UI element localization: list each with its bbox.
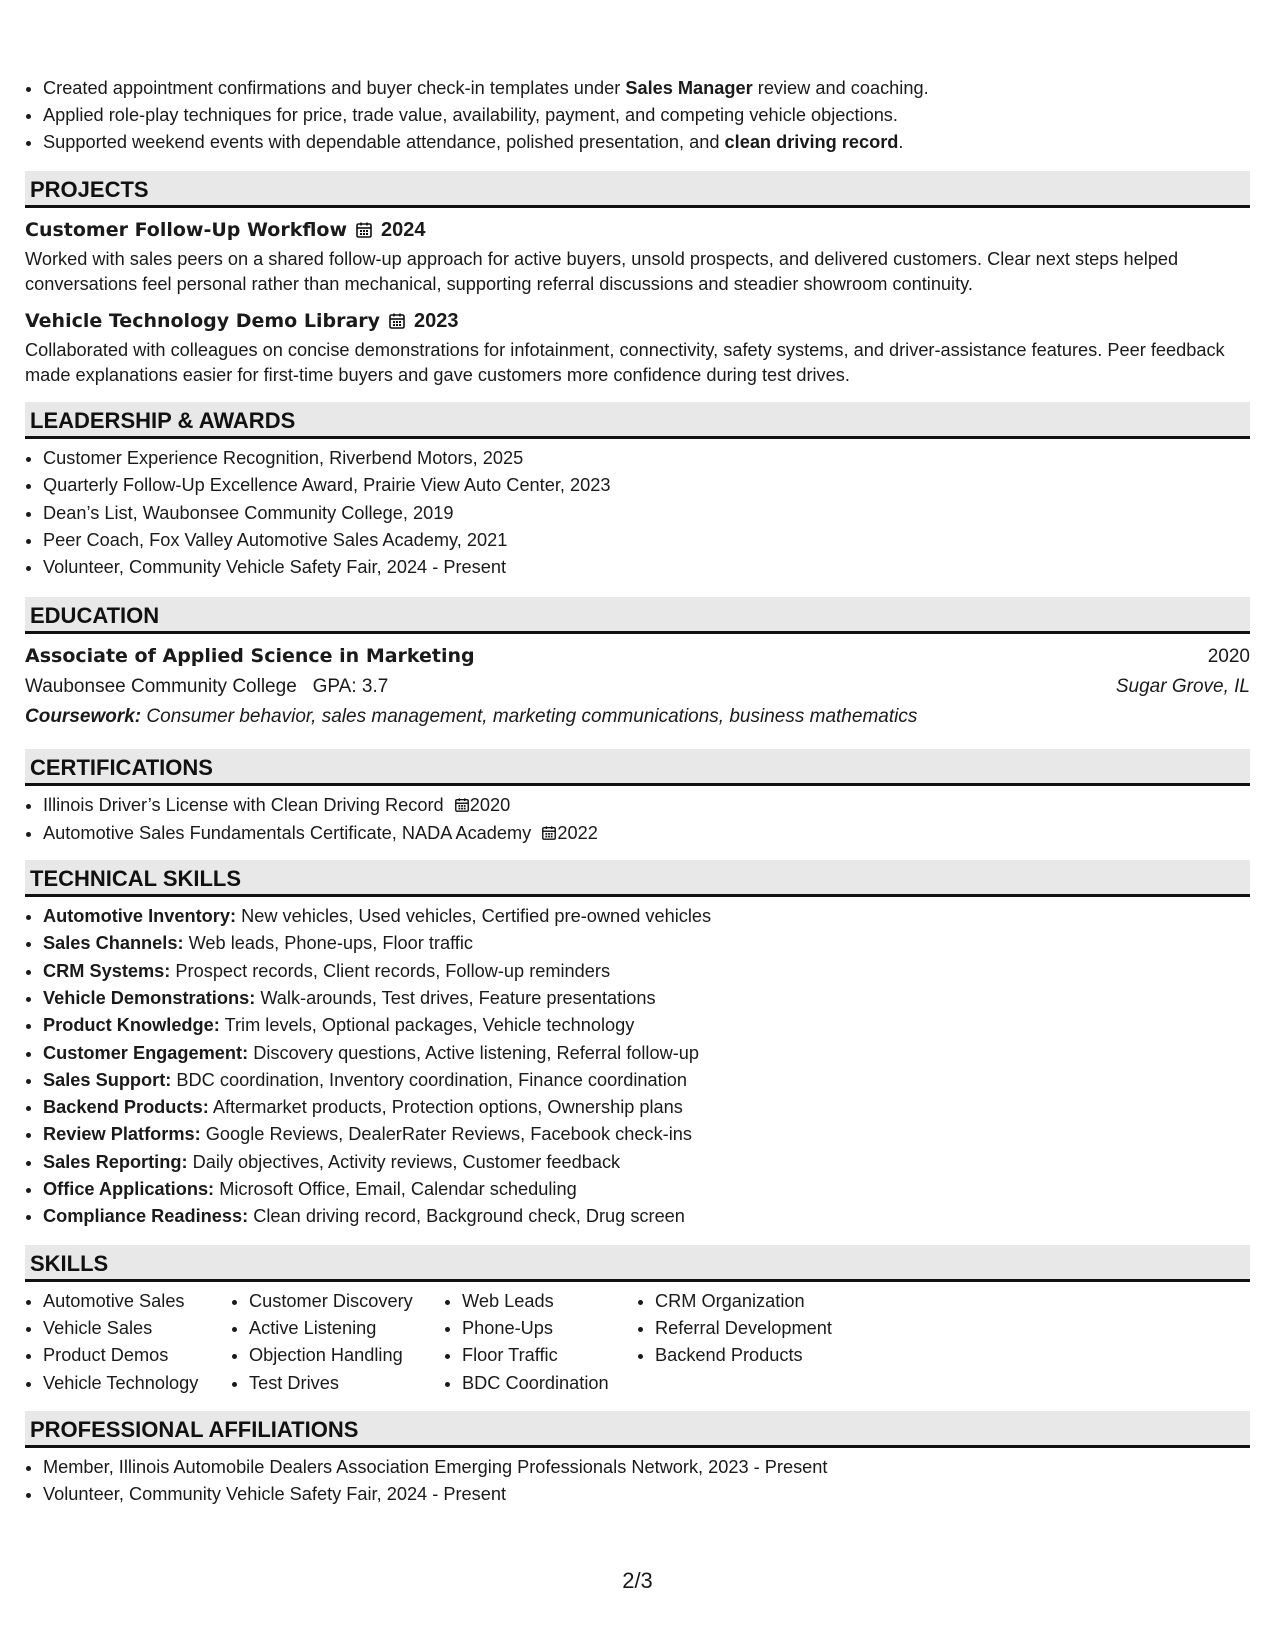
list-item: • Vehicle Sales xyxy=(43,1315,231,1342)
list-item: • Backend Products: Aftermarket products, Protection options, Ownership plans xyxy=(43,1094,1250,1121)
calendar-icon xyxy=(355,221,373,239)
list-item: • Referral Development xyxy=(655,1315,885,1342)
list-item: • Volunteer, Community Vehicle Safety Fair, 2024 - Present xyxy=(43,554,1250,581)
project-year: 2023 xyxy=(414,309,459,332)
project-year: 2024 xyxy=(381,218,426,241)
gpa: GPA: 3.7 xyxy=(312,676,389,698)
list-item: • Applied role-play techniques for price, trade value, availability, payment, and competing vehicle objections. xyxy=(43,102,1250,129)
affiliations-list xyxy=(25,1454,1250,1509)
technical-skills-list xyxy=(25,903,1250,1231)
section-heading-affiliations: PROFESSIONAL AFFILIATIONS xyxy=(25,1411,1250,1448)
list-item: • Phone-Ups xyxy=(462,1315,637,1342)
experience-bullets xyxy=(25,75,1250,156)
list-item: • Product Demos xyxy=(43,1342,231,1369)
list-item: • Customer Experience Recognition, Riverbend Motors, 2025 xyxy=(43,445,1250,472)
leadership-list xyxy=(25,445,1250,581)
list-item: • Created appointment confirmations and buyer check-in templates under Sales Manager review and coaching. xyxy=(43,75,1250,102)
list-item: • Member, Illinois Automobile Dealers Association Emerging Professionals Network, 2023 - Present xyxy=(43,1454,1250,1481)
page-number: 2/3 xyxy=(622,1568,653,1593)
graduation-year: 2020 xyxy=(1207,646,1250,668)
project-title: Customer Follow-Up Workflow xyxy=(25,219,348,241)
skills-column xyxy=(444,1288,637,1397)
list-item: • Automotive Inventory: New vehicles, Used vehicles, Certified pre-owned vehicles xyxy=(43,903,1250,930)
list-item: • CRM Organization xyxy=(655,1288,885,1315)
section-heading-education: EDUCATION xyxy=(25,597,1250,634)
list-item: • Backend Products xyxy=(655,1342,885,1369)
project-entry xyxy=(25,217,1250,297)
list-item: • Supported weekend events with dependable attendance, polished presentation, and clean driving record. xyxy=(43,129,1250,156)
list-item: • Peer Coach, Fox Valley Automotive Sales Academy, 2021 xyxy=(43,527,1250,554)
skills-column xyxy=(25,1288,231,1397)
section-heading-technical-skills: TECHNICAL SKILLS xyxy=(25,860,1250,897)
list-item: • Quarterly Follow-Up Excellence Award, Prairie View Auto Center, 2023 xyxy=(43,472,1250,499)
section-heading-leadership: LEADERSHIP & AWARDS xyxy=(25,402,1250,439)
calendar-icon xyxy=(541,825,557,841)
project-description: Collaborated with colleagues on concise demonstrations for infotainment, connectivity, safety systems, and driver-assistance features. Peer feedback made explanations easier for first-time buyers and gave customers more confidence during test drives. xyxy=(25,340,1225,385)
list-item: • Active Listening xyxy=(249,1315,444,1342)
calendar-icon xyxy=(388,312,406,330)
list-item: • Volunteer, Community Vehicle Safety Fair, 2024 - Present xyxy=(43,1481,1250,1508)
project-description: Worked with sales peers on a shared follow-up approach for active buyers, unsold prospects, and delivered customers. Clear next steps helped conversations feel personal rather than mechanical, supporting referral discussions and steadier showroom continuity. xyxy=(25,249,1179,294)
list-item: • Vehicle Technology xyxy=(43,1370,231,1397)
list-item: • Automotive Sales Fundamentals Certificate, NADA Academy 2022 xyxy=(43,820,1250,847)
list-item: • Compliance Readiness: Clean driving record, Background check, Drug screen xyxy=(43,1203,1250,1230)
project-entry xyxy=(25,308,1250,388)
list-item: • BDC Coordination xyxy=(462,1370,637,1397)
list-item: • Automotive Sales xyxy=(43,1288,231,1315)
project-title: Vehicle Technology Demo Library xyxy=(25,310,381,332)
list-item: • Product Knowledge: Trim levels, Optional packages, Vehicle technology xyxy=(43,1012,1250,1039)
calendar-icon xyxy=(454,797,470,813)
list-item: • Floor Traffic xyxy=(462,1342,637,1369)
skills-column xyxy=(637,1288,885,1397)
coursework: Coursework: Consumer behavior, sales management, marketing communications, business mathematics xyxy=(25,706,918,728)
list-item: • CRM Systems: Prospect records, Client records, Follow-up reminders xyxy=(43,958,1250,985)
list-item: • Sales Support: BDC coordination, Inventory coordination, Finance coordination xyxy=(43,1067,1250,1094)
list-item: • Office Applications: Microsoft Office, Email, Calendar scheduling xyxy=(43,1176,1250,1203)
list-item: • Dean’s List, Waubonsee Community College, 2019 xyxy=(43,500,1250,527)
list-item: • Web Leads xyxy=(462,1288,637,1315)
list-item: • Customer Engagement: Discovery questions, Active listening, Referral follow-up xyxy=(43,1040,1250,1067)
section-heading-certifications: CERTIFICATIONS xyxy=(25,749,1250,786)
school-location: Sugar Grove, IL xyxy=(1115,676,1250,698)
school-name: Waubonsee Community College xyxy=(25,676,297,698)
skills-column xyxy=(231,1288,444,1397)
list-item: • Test Drives xyxy=(249,1370,444,1397)
list-item: • Illinois Driver’s License with Clean Driving Record 2020 xyxy=(43,792,1250,819)
list-item: • Review Platforms: Google Reviews, DealerRater Reviews, Facebook check-ins xyxy=(43,1121,1250,1148)
resume-page xyxy=(25,75,1250,1508)
list-item: • Sales Channels: Web leads, Phone-ups, Floor traffic xyxy=(43,930,1250,957)
list-item: • Customer Discovery xyxy=(249,1288,444,1315)
degree: Associate of Applied Science in Marketing xyxy=(25,645,475,668)
list-item: • Vehicle Demonstrations: Walk-arounds, Test drives, Feature presentations xyxy=(43,985,1250,1012)
education-entry xyxy=(25,642,1250,732)
certifications-list xyxy=(25,792,1250,847)
skills-grid xyxy=(25,1288,1250,1397)
list-item: • Sales Reporting: Daily objectives, Activity reviews, Customer feedback xyxy=(43,1149,1250,1176)
section-heading-skills: SKILLS xyxy=(25,1245,1250,1282)
section-heading-projects: PROJECTS xyxy=(25,171,1250,208)
list-item: • Objection Handling xyxy=(249,1342,444,1369)
